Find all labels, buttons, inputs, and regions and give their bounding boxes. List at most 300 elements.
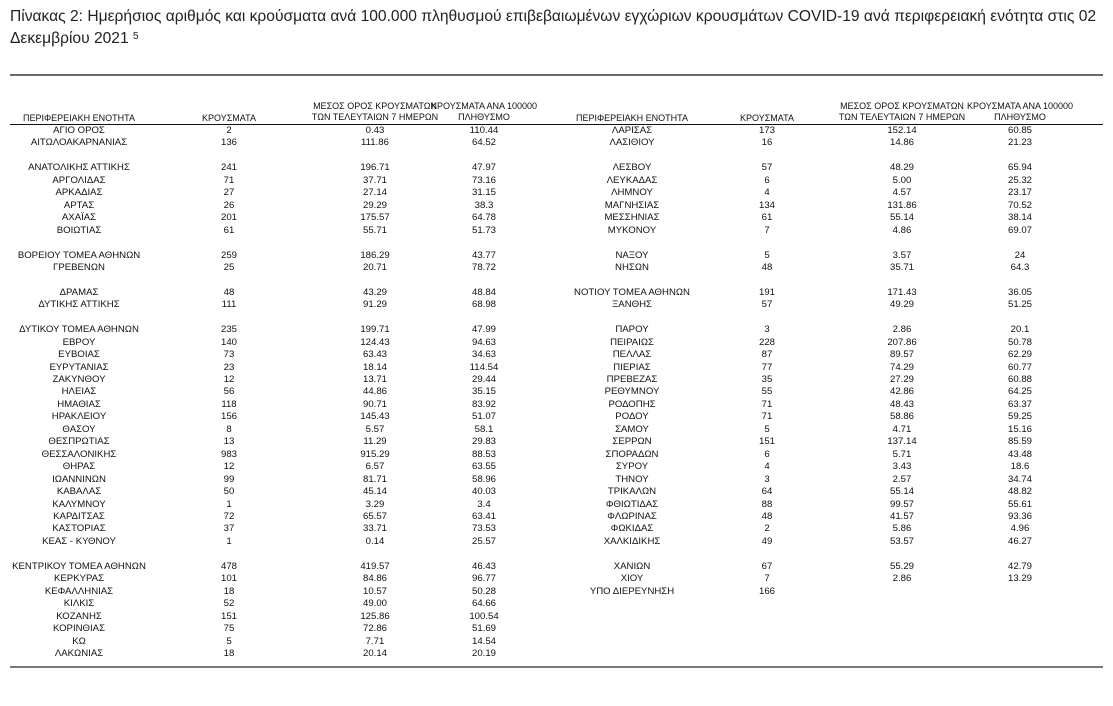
cell-avg: 90.71 xyxy=(362,398,388,410)
cell-cases: 4 xyxy=(764,461,770,473)
cell-region: ΥΠΟ ΔΙΕΡΕΥΝΗΣΗ xyxy=(589,585,675,597)
cell-per100k: 38.14 xyxy=(1007,212,1033,224)
cell-avg: 152.14 xyxy=(887,125,917,136)
cell-avg: 124.43 xyxy=(360,336,390,348)
cell-avg: 49.00 xyxy=(362,598,388,610)
cell-per100k: 83.92 xyxy=(471,398,497,410)
cell-per100k: 25.32 xyxy=(1007,174,1033,186)
cell-per100k: 58.96 xyxy=(471,473,497,485)
cell-region: ΘΕΣΣΑΛΟΝΙΚΗΣ xyxy=(41,448,117,460)
cell-avg: 91.29 xyxy=(362,299,388,311)
cell-region: ΚΕΝΤΡΙΚΟΥ ΤΟΜΕΑ ΑΘΗΝΩΝ xyxy=(12,560,146,572)
cell-cases: 48 xyxy=(761,261,773,273)
cell-per100k: 14.54 xyxy=(471,635,497,647)
table-caption xyxy=(10,6,1105,50)
cell-region: ΛΑΚΩΝΙΑΣ xyxy=(54,647,104,659)
cell-per100k: 35.15 xyxy=(471,386,497,398)
cell-cases: 140 xyxy=(220,336,238,348)
cell-per100k: 47.97 xyxy=(471,162,497,174)
cell-region: ΚΩ xyxy=(72,635,86,647)
cell-avg: 0.43 xyxy=(365,125,385,136)
cell-cases: 16 xyxy=(761,137,773,149)
cell-per100k: 94.63 xyxy=(471,336,497,348)
cell-per100k: 93.36 xyxy=(1007,510,1033,522)
cell-avg: 89.57 xyxy=(889,349,915,361)
cell-cases: 52 xyxy=(223,598,235,610)
cell-region: ΑΡΓΟΛΙΔΑΣ xyxy=(52,174,106,186)
cell-avg: 131.86 xyxy=(887,199,917,211)
cell-region: ΑΙΤΩΛΟΑΚΑΡΝΑΝΙΑΣ xyxy=(30,137,128,149)
cell-region: ΣΥΡΟΥ xyxy=(615,461,649,473)
cell-cases: 35 xyxy=(761,374,773,385)
cell-region: ΘΗΡΑΣ xyxy=(62,461,96,473)
top-rule xyxy=(10,74,1103,76)
cell-per100k: 47.99 xyxy=(471,324,497,336)
cell-cases: 8 xyxy=(226,423,232,435)
cell-cases: 151 xyxy=(220,610,238,622)
cell-cases: 151 xyxy=(758,436,776,448)
cell-per100k: 25.57 xyxy=(471,535,497,547)
cell-per100k: 43.48 xyxy=(1007,448,1033,460)
cell-per100k: 51.69 xyxy=(471,623,497,634)
cell-cases: 27 xyxy=(223,187,235,199)
cell-avg: 11.29 xyxy=(363,436,387,448)
cell-region: ΡΕΘΥΜΝΟΥ xyxy=(604,386,660,398)
cell-region: ΤΡΙΚΑΛΩΝ xyxy=(607,486,657,497)
cell-per100k: 3.4 xyxy=(477,498,491,510)
cell-region: ΚΟΖΑΝΗΣ xyxy=(56,610,102,622)
cell-cases: 99 xyxy=(223,473,235,485)
cell-avg: 18.14 xyxy=(362,361,388,373)
cell-region: ΧΑΛΚΙΔΙΚΗΣ xyxy=(603,535,661,547)
cell-cases: 166 xyxy=(758,585,776,597)
cell-per100k: 64.66 xyxy=(471,598,497,610)
cell-per100k: 62.29 xyxy=(1007,349,1033,361)
cell-cases: 235 xyxy=(220,324,238,336)
cell-region: ΚΑΒΑΛΑΣ xyxy=(56,486,102,497)
cell-avg: 3.43 xyxy=(892,461,912,473)
header-underline xyxy=(10,124,1103,125)
cell-cases: 241 xyxy=(220,162,238,174)
cell-region: ΘΕΣΠΡΩΤΙΑΣ xyxy=(48,436,110,448)
cell-cases: 1 xyxy=(226,535,232,547)
cell-avg: 4.71 xyxy=(892,423,912,435)
cell-avg: 48.29 xyxy=(889,162,915,174)
cell-region: ΔΥΤΙΚΟΥ ΤΟΜΕΑ ΑΘΗΝΩΝ xyxy=(19,324,139,336)
header-per100k-line2: ΠΛΗΘΥΣΜΟ xyxy=(994,112,1046,122)
cell-cases: 12 xyxy=(223,374,235,385)
cell-cases: 7 xyxy=(764,573,770,585)
cell-region: ΛΕΣΒΟΥ xyxy=(612,162,652,174)
cell-per100k: 70.52 xyxy=(1007,199,1033,211)
cell-avg: 55.29 xyxy=(889,560,915,572)
header-region-left: ΠΕΡΙΦΕΡΕΙΑΚΗ ΕΝΟΤΗΤΑ xyxy=(22,113,136,123)
cell-per100k: 50.28 xyxy=(471,585,497,597)
cell-avg: 13.71 xyxy=(362,374,388,385)
cell-avg: 42.86 xyxy=(889,386,915,398)
cell-cases: 6 xyxy=(764,174,770,186)
cell-per100k: 34.63 xyxy=(471,349,497,361)
cell-avg: 125.86 xyxy=(360,610,390,622)
cell-region: ΑΓΙΟ ΟΡΟΣ xyxy=(53,125,105,136)
cell-region: ΗΛΕΙΑΣ xyxy=(61,386,97,398)
cell-per100k: 20.19 xyxy=(471,647,497,659)
cell-region: ΡΟΔΟΥ xyxy=(615,411,649,423)
bottom-rule xyxy=(10,666,1103,668)
cell-per100k: 69.07 xyxy=(1007,224,1033,236)
cell-cases: 1 xyxy=(226,498,232,510)
cell-region: ΠΙΕΡΙΑΣ xyxy=(613,361,651,373)
cell-region: ΑΝΑΤΟΛΙΚΗΣ ΑΤΤΙΚΗΣ xyxy=(28,162,130,174)
cell-avg: 48.43 xyxy=(889,398,915,410)
cell-cases: 7 xyxy=(764,224,770,236)
cell-per100k: 64.25 xyxy=(1007,386,1033,398)
cell-cases: 75 xyxy=(223,623,235,634)
cell-avg: 5.71 xyxy=(892,448,912,460)
cell-per100k: 73.53 xyxy=(471,523,497,535)
cell-per100k: 21.23 xyxy=(1007,137,1033,149)
cell-per100k: 88.53 xyxy=(471,448,497,460)
cell-region: ΡΟΔΟΠΗΣ xyxy=(608,398,656,410)
cell-per100k: 63.41 xyxy=(471,510,497,522)
cell-avg: 196.71 xyxy=(360,162,390,174)
cell-avg: 111.86 xyxy=(361,137,389,149)
cell-avg: 171.43 xyxy=(887,286,917,298)
cell-avg: 55.14 xyxy=(889,486,915,497)
cell-region: ΠΑΡΟΥ xyxy=(615,324,649,336)
cell-cases: 5 xyxy=(764,249,770,261)
cell-region: ΝΗΣΩΝ xyxy=(615,261,649,273)
cell-region: ΙΩΑΝΝΙΝΩΝ xyxy=(52,473,106,485)
caption-text: Πίνακας 2: Ημερήσιος αριθμός και κρούσματα ανά 100.000 πληθυσμού επιβεβαιωμένων εγχώριων κρουσμάτων COVID-19 ανά περιφερειακή ενότητα στις 02 Δεκεμβρίου 2021 xyxy=(10,8,1097,47)
cell-avg: 4.57 xyxy=(892,187,912,199)
cell-cases: 23 xyxy=(223,361,235,373)
cell-cases: 13 xyxy=(223,436,235,448)
cell-region: ΔΡΑΜΑΣ xyxy=(59,286,99,298)
cell-avg: 10.57 xyxy=(362,585,388,597)
cell-cases: 18 xyxy=(223,585,235,597)
cell-per100k: 20.1 xyxy=(1010,324,1030,336)
cell-per100k: 51.07 xyxy=(471,411,497,423)
cell-cases: 37 xyxy=(223,523,235,535)
cell-avg: 145.43 xyxy=(360,411,390,423)
cell-per100k: 23.17 xyxy=(1007,187,1033,199)
cell-cases: 77 xyxy=(761,361,773,373)
cell-region: ΕΥΒΟΙΑΣ xyxy=(58,349,100,361)
header-avg-line2: ΤΩΝ ΤΕΛΕΥΤΑΙΩΝ 7 ΗΜΕΡΩΝ xyxy=(311,112,439,122)
cell-per100k: 85.59 xyxy=(1007,436,1033,448)
cell-cases: 136 xyxy=(220,137,238,149)
cell-per100k: 43.77 xyxy=(471,249,497,261)
cell-region: ΠΡΕΒΕΖΑΣ xyxy=(606,374,658,385)
cell-cases: 67 xyxy=(761,560,773,572)
cell-region: ΑΡΚΑΔΙΑΣ xyxy=(55,187,103,199)
cell-region: ΚΑΛΥΜΝΟΥ xyxy=(52,498,106,510)
header-cases-left: ΚΡΟΥΣΜΑΤΑ xyxy=(202,113,256,123)
cell-cases: 61 xyxy=(223,224,235,236)
cell-per100k: 63.55 xyxy=(471,461,497,473)
cell-avg: 63.43 xyxy=(362,349,388,361)
cell-per100k: 58.1 xyxy=(474,423,494,435)
cell-avg: 37.71 xyxy=(362,174,388,186)
cell-region: ΜΥΚΟΝΟΥ xyxy=(607,224,657,236)
cell-avg: 20.14 xyxy=(362,647,388,659)
cell-cases: 983 xyxy=(220,448,238,460)
cell-avg: 84.86 xyxy=(362,573,388,585)
cell-avg: 7.71 xyxy=(365,635,385,647)
cell-region: ΚΕΦΑΛΛΗΝΙΑΣ xyxy=(44,585,114,597)
cell-cases: 73 xyxy=(223,349,235,361)
header-region-right: ΠΕΡΙΦΕΡΕΙΑΚΗ ΕΝΟΤΗΤΑ xyxy=(575,113,689,123)
cell-region: ΖΑΚΥΝΘΟΥ xyxy=(52,374,106,385)
cell-per100k: 100.54 xyxy=(469,610,499,622)
cell-region: ΜΕΣΣΗΝΙΑΣ xyxy=(604,212,660,224)
cell-per100k: 48.82 xyxy=(1007,486,1033,497)
cell-per100k: 42.79 xyxy=(1007,560,1033,572)
cell-cases: 49 xyxy=(761,535,773,547)
header-per100k-line1: ΚΡΟΥΣΜΑΤΑ ΑΝΑ 100000 xyxy=(431,101,537,111)
cell-avg: 207.86 xyxy=(887,336,917,348)
cell-cases: 25 xyxy=(223,261,235,273)
cell-cases: 478 xyxy=(220,560,238,572)
cell-per100k: 48.84 xyxy=(471,286,497,298)
cell-avg: 5.86 xyxy=(892,523,912,535)
cell-per100k: 64.78 xyxy=(471,212,497,224)
cell-region: ΣΑΜΟΥ xyxy=(615,423,649,435)
cell-cases: 228 xyxy=(758,336,776,348)
cell-avg: 14.86 xyxy=(889,137,915,149)
cell-region: ΚΕΡΚΥΡΑΣ xyxy=(53,573,105,585)
cell-cases: 71 xyxy=(223,174,235,186)
header-avg-line1: ΜΕΣΟΣ ΟΡΟΣ ΚΡΟΥΣΜΑΤΩΝ xyxy=(313,101,437,111)
cell-region: ΣΕΡΡΩΝ xyxy=(612,436,652,448)
cell-cases: 201 xyxy=(220,212,238,224)
cell-per100k: 51.73 xyxy=(471,224,497,236)
cell-per100k: 64.52 xyxy=(471,137,497,149)
cell-cases: 71 xyxy=(761,411,773,423)
cell-avg: 74.29 xyxy=(889,361,915,373)
cell-region: ΚΟΡΙΝΘΙΑΣ xyxy=(52,623,106,634)
cell-per100k: 40.03 xyxy=(471,486,497,497)
cell-region: ΧΙΟΥ xyxy=(620,573,644,585)
cell-avg: 43.29 xyxy=(362,286,388,298)
cell-avg: 137.14 xyxy=(887,436,917,448)
cell-cases: 5 xyxy=(764,423,770,435)
cell-per100k: 55.61 xyxy=(1007,498,1033,510)
cell-region: ΓΡΕΒΕΝΩΝ xyxy=(53,261,105,273)
cell-avg: 81.71 xyxy=(362,473,388,485)
cell-avg: 53.57 xyxy=(889,535,915,547)
cell-region: ΗΜΑΘΙΑΣ xyxy=(57,398,101,410)
cell-per100k: 38.3 xyxy=(474,199,494,211)
cell-avg: 419.57 xyxy=(360,560,390,572)
cell-avg: 2.57 xyxy=(892,473,912,485)
cell-region: ΛΑΡΙΣΑΣ xyxy=(611,125,653,136)
cell-cases: 2 xyxy=(764,523,770,535)
cell-region: ΛΑΣΙΘΙΟΥ xyxy=(609,137,655,149)
cell-per100k: 13.29 xyxy=(1007,573,1033,585)
cell-region: ΑΡΤΑΣ xyxy=(63,199,95,211)
cell-avg: 3.57 xyxy=(892,249,912,261)
cell-region: ΗΡΑΚΛΕΙΟΥ xyxy=(51,411,107,423)
cell-cases: 56 xyxy=(223,386,235,398)
cell-region: ΕΒΡΟΥ xyxy=(62,336,96,348)
cell-avg: 33.71 xyxy=(362,523,388,535)
header-avg-right xyxy=(827,101,977,123)
cell-region: ΝΑΞΟΥ xyxy=(615,249,649,261)
header-per100k-line2: ΠΛΗΘΥΣΜΟ xyxy=(458,112,510,122)
cell-cases: 26 xyxy=(223,199,235,211)
cell-cases: 3 xyxy=(764,473,770,485)
cell-region: ΦΩΚΙΔΑΣ xyxy=(610,523,654,535)
cell-region: ΒΟΙΩΤΙΑΣ xyxy=(56,224,102,236)
cell-cases: 156 xyxy=(220,411,238,423)
cell-avg: 27.29 xyxy=(889,374,915,385)
cell-cases: 134 xyxy=(758,199,776,211)
cell-cases: 48 xyxy=(223,286,235,298)
cell-region: ΦΘΙΩΤΙΔΑΣ xyxy=(605,498,659,510)
cell-cases: 3 xyxy=(764,324,770,336)
header-per100k-right xyxy=(960,101,1080,123)
cell-per100k: 60.88 xyxy=(1007,374,1033,385)
cell-avg: 186.29 xyxy=(360,249,390,261)
cell-region: ΠΕΙΡΑΙΩΣ xyxy=(610,336,654,348)
cell-region: ΤΗΝΟΥ xyxy=(615,473,649,485)
cell-per100k: 60.77 xyxy=(1007,361,1033,373)
cell-cases: 48 xyxy=(761,510,773,522)
cell-per100k: 36.05 xyxy=(1007,286,1033,298)
cell-per100k: 60.85 xyxy=(1007,125,1033,136)
cell-region: ΚΙΛΚΙΣ xyxy=(63,598,95,610)
cell-avg: 35.71 xyxy=(889,261,915,273)
cell-region: ΔΥΤΙΚΗΣ ΑΤΤΙΚΗΣ xyxy=(38,299,120,311)
cell-per100k: 59.25 xyxy=(1007,411,1033,423)
cell-cases: 88 xyxy=(761,498,773,510)
cell-region: ΞΑΝΘΗΣ xyxy=(612,299,652,311)
cell-region: ΚΑΣΤΟΡΙΑΣ xyxy=(52,523,106,535)
cell-per100k: 18.6 xyxy=(1010,461,1030,473)
cell-region: ΣΠΟΡΑΔΩΝ xyxy=(605,448,659,460)
cell-cases: 18 xyxy=(223,647,235,659)
cell-cases: 259 xyxy=(220,249,238,261)
cell-cases: 50 xyxy=(223,486,235,497)
cell-avg: 29.29 xyxy=(362,199,388,211)
cell-avg: 55.14 xyxy=(889,212,915,224)
cell-avg: 0.14 xyxy=(365,535,385,547)
cell-per100k: 34.74 xyxy=(1007,473,1033,485)
header-avg-line2: ΤΩΝ ΤΕΛΕΥΤΑΙΩΝ 7 ΗΜΕΡΩΝ xyxy=(838,112,966,122)
cell-per100k: 96.77 xyxy=(471,573,497,585)
cell-per100k: 110.44 xyxy=(469,125,499,136)
cell-region: ΠΕΛΛΑΣ xyxy=(612,349,652,361)
cell-cases: 5 xyxy=(226,635,232,647)
cell-cases: 61 xyxy=(761,212,773,224)
cell-cases: 64 xyxy=(761,486,773,497)
cell-avg: 65.57 xyxy=(362,510,388,522)
cell-per100k: 46.27 xyxy=(1007,535,1033,547)
cell-avg: 5.57 xyxy=(365,423,385,435)
cell-avg: 72.86 xyxy=(362,623,388,634)
cell-per100k: 65.94 xyxy=(1007,162,1033,174)
cell-cases: 111 xyxy=(221,299,237,311)
cell-region: ΚΑΡΔΙΤΣΑΣ xyxy=(53,510,105,522)
cell-per100k: 29.83 xyxy=(471,436,497,448)
cell-avg: 20.71 xyxy=(362,261,388,273)
cell-avg: 44.86 xyxy=(362,386,388,398)
cell-per100k: 114.54 xyxy=(469,361,499,373)
cell-avg: 4.86 xyxy=(892,224,912,236)
cell-avg: 99.57 xyxy=(889,498,915,510)
cell-avg: 45.14 xyxy=(362,486,388,497)
header-avg-line1: ΜΕΣΟΣ ΟΡΟΣ ΚΡΟΥΣΜΑΤΩΝ xyxy=(840,101,964,111)
cell-region: ΛΗΜΝΟΥ xyxy=(611,187,653,199)
cell-region: ΒΟΡΕΙΟΥ ΤΟΜΕΑ ΑΘΗΝΩΝ xyxy=(17,249,141,261)
cell-region: ΛΕΥΚΑΔΑΣ xyxy=(606,174,658,186)
cell-avg: 55.71 xyxy=(362,224,388,236)
cell-per100k: 46.43 xyxy=(471,560,497,572)
cell-cases: 6 xyxy=(764,448,770,460)
cell-per100k: 24 xyxy=(1014,249,1026,261)
cell-avg: 27.14 xyxy=(362,187,388,199)
cell-region: ΑΧΑΪΑΣ xyxy=(61,212,97,224)
cell-per100k: 78.72 xyxy=(471,261,497,273)
cell-region: ΚΕΑΣ - ΚΥΘΝΟΥ xyxy=(42,535,116,547)
footnote-marker: 5 xyxy=(132,31,139,42)
cell-cases: 71 xyxy=(761,398,773,410)
cell-region: ΝΟΤΙΟΥ ΤΟΜΕΑ ΑΘΗΝΩΝ xyxy=(574,286,690,298)
cell-cases: 72 xyxy=(223,510,235,522)
cell-avg: 915.29 xyxy=(360,448,390,460)
cell-cases: 2 xyxy=(226,125,232,136)
cell-per100k: 73.16 xyxy=(471,174,497,186)
cell-per100k: 50.78 xyxy=(1007,336,1033,348)
cell-cases: 118 xyxy=(221,398,237,410)
cell-region: ΦΛΩΡΙΝΑΣ xyxy=(607,510,657,522)
cell-per100k: 68.98 xyxy=(471,299,497,311)
cell-per100k: 15.16 xyxy=(1007,423,1033,435)
cell-cases: 101 xyxy=(220,573,238,585)
cell-region: ΧΑΝΙΩΝ xyxy=(613,560,651,572)
cell-avg: 5.00 xyxy=(892,174,912,186)
cell-avg: 6.57 xyxy=(365,461,385,473)
cell-cases: 173 xyxy=(758,125,776,136)
cell-cases: 12 xyxy=(223,461,235,473)
cell-per100k: 29.44 xyxy=(471,374,497,385)
cell-avg: 58.86 xyxy=(889,411,915,423)
cell-avg: 175.57 xyxy=(360,212,390,224)
cell-avg: 49.29 xyxy=(889,299,915,311)
cell-per100k: 64.3 xyxy=(1010,261,1030,273)
cell-avg: 2.86 xyxy=(892,324,912,336)
cell-region: ΕΥΡΥΤΑΝΙΑΣ xyxy=(49,361,109,373)
cell-per100k: 63.37 xyxy=(1007,398,1033,410)
header-per100k-left xyxy=(424,101,544,123)
cell-avg: 41.57 xyxy=(889,510,915,522)
cell-cases: 55 xyxy=(761,386,773,398)
cell-region: ΘΑΣΟΥ xyxy=(62,423,96,435)
header-per100k-line1: ΚΡΟΥΣΜΑΤΑ ΑΝΑ 100000 xyxy=(967,101,1073,111)
cell-avg: 2.86 xyxy=(892,573,912,585)
cell-per100k: 31.15 xyxy=(471,187,497,199)
cell-cases: 57 xyxy=(761,299,773,311)
cell-avg: 3.29 xyxy=(365,498,385,510)
cell-cases: 87 xyxy=(761,349,773,361)
cell-per100k: 4.96 xyxy=(1010,523,1030,535)
cell-region: ΜΑΓΝΗΣΙΑΣ xyxy=(604,199,660,211)
cell-avg: 199.71 xyxy=(360,324,390,336)
header-cases-right: ΚΡΟΥΣΜΑΤΑ xyxy=(740,113,794,123)
cell-per100k: 51.25 xyxy=(1007,299,1033,311)
